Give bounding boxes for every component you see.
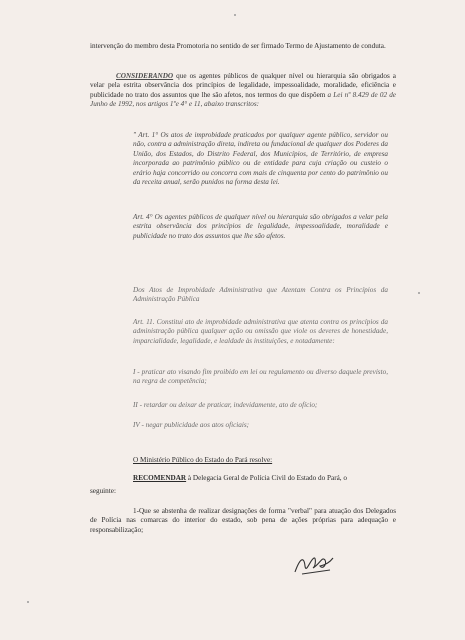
paragraph-intervention: intervenção do membro desta Promotoria no sentido de ser firmado Termo de Ajustamento de conduta.: [90, 42, 386, 50]
handwritten-signature: [292, 552, 336, 578]
recomendar-heading: RECOMENDAR: [133, 474, 187, 482]
quote-article-4: Art. 4° Os agentes públicos de qualquer nível ou hierarquia são obrigados a velar pela estrita observância dos princípios de legalidade, impessoalidade, moralidade e publicidade no trato dos assuntos que lhe são afetos.: [133, 213, 388, 240]
recomendar-body: à Delegacia Geral de Polícia Civil do Estado do Pará, o: [186, 474, 347, 482]
quote-article-11: Art. 11. Constitui ato de improbidade administrativa que atenta contra os princípios da administração pública qualquer ação ou omissão que viole os deveres de honestidade, imparcialidade, legalidade, e lealdade às instituições, e notadamente:: [133, 318, 388, 345]
paragraph-considerando: [90, 72, 396, 110]
scan-speck: [234, 14, 236, 16]
recomendar-line: [133, 474, 398, 483]
considerando-law-reference: a Lei nº 8.429 de 02 de Junho de 1992, nos artigos 1ºe 4° e 11, abaixo transcritos:: [90, 90, 396, 109]
considerando-body: que os agentes públicos de qualquer nível ou hierarquia são obrigados a velar pela estrita observância dos princípios de legalidade, impessoalidade, moralidade, eficiência e publicidade no trato dos assuntos que lhe são afetos, nos termos do que dispõem: [90, 72, 396, 99]
quote-item-ii: II - retardar ou deixar de praticar, indevidamente, ato de ofício;: [133, 401, 318, 409]
quote-item-i: I - praticar ato visando fim proibido em lei ou regulamento ou diverso daquele previsto, na regra de competência;: [133, 368, 388, 386]
quote-article-1: " Art. 1° Os atos de improbidade praticados por qualquer agente público, servidor ou não, contra a administração direta, indireta ou fundacional de qualquer dos Poderes da União, dos Estados, do Distrito Federal, dos Municípios, de Território, de empresa incorporada ao patrimônio público ou de entidade para cuja criação ou custeio o erário haja concorrido ou concorra com mais de cinquenta por cento do patrimônio ou da receita anual, serão punidos na forma desta lei.: [133, 131, 388, 187]
recomendar-seguinte: seguinte:: [90, 487, 116, 495]
scan-speck: [27, 601, 29, 603]
scan-speck: [418, 292, 420, 294]
resolve-heading: O Ministério Público do Estado do Pará resolve:: [133, 456, 273, 464]
recommendation-item-1: 1-Que se abstenha de realizar designações de forma "verbal" para atuação dos Delegados de Polícia nas comarcas do interior do estado, sob pena de ações próprias para adequação e responsabilização;: [90, 507, 396, 534]
quote-section-heading: Dos Atos de Improbidade Administrativa que Atentam Contra os Princípios da Administração Pública: [133, 286, 388, 304]
quote-item-iv: IV - negar publicidade aos atos oficiais;: [133, 421, 250, 429]
considerando-heading: CONSIDERANDO: [116, 72, 174, 80]
